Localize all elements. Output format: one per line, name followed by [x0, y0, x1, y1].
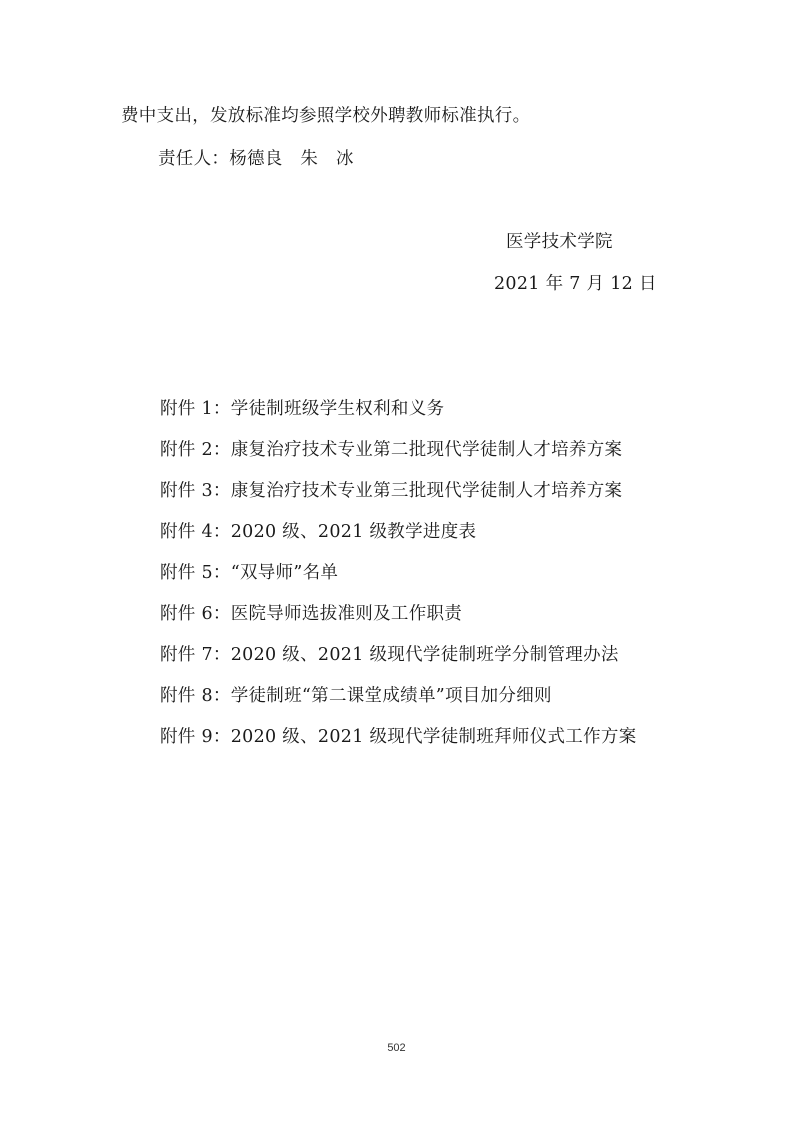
attachment-item: 附件 8：学徒制班“第二课堂成绩单”项目加分细则: [160, 686, 552, 706]
body-text-line: 费中支出，发放标准均参照学校外聘教师标准执行。: [121, 106, 531, 126]
page-number: 502: [387, 1042, 406, 1054]
attachment-item: 附件 3：康复治疗技术专业第三批现代学徒制人才培养方案: [160, 481, 623, 501]
attachment-item: 附件 6：医院导师选拔准则及工作职责: [160, 604, 463, 624]
signature-organization: 医学技术学院: [506, 232, 613, 252]
attachment-list: [160, 397, 637, 766]
attachment-item: 附件 2：康复治疗技术专业第二批现代学徒制人才培养方案: [160, 440, 623, 460]
attachment-item: 附件 4：2020 级、2021 级教学进度表: [160, 522, 477, 542]
attachment-item: 附件 1：学徒制班级学生权利和义务: [160, 399, 445, 419]
attachment-item: 附件 5：“双导师”名单: [160, 563, 339, 583]
attachment-item: 附件 9：2020 级、2021 级现代学徒制班拜师仪式工作方案: [160, 727, 637, 747]
responsible-persons: 责任人：杨德良 朱 冰: [158, 149, 354, 169]
signature-date: 2021 年 7 月 12 日: [494, 274, 657, 294]
attachment-item: 附件 7：2020 级、2021 级现代学徒制班学分制管理办法: [160, 645, 619, 665]
